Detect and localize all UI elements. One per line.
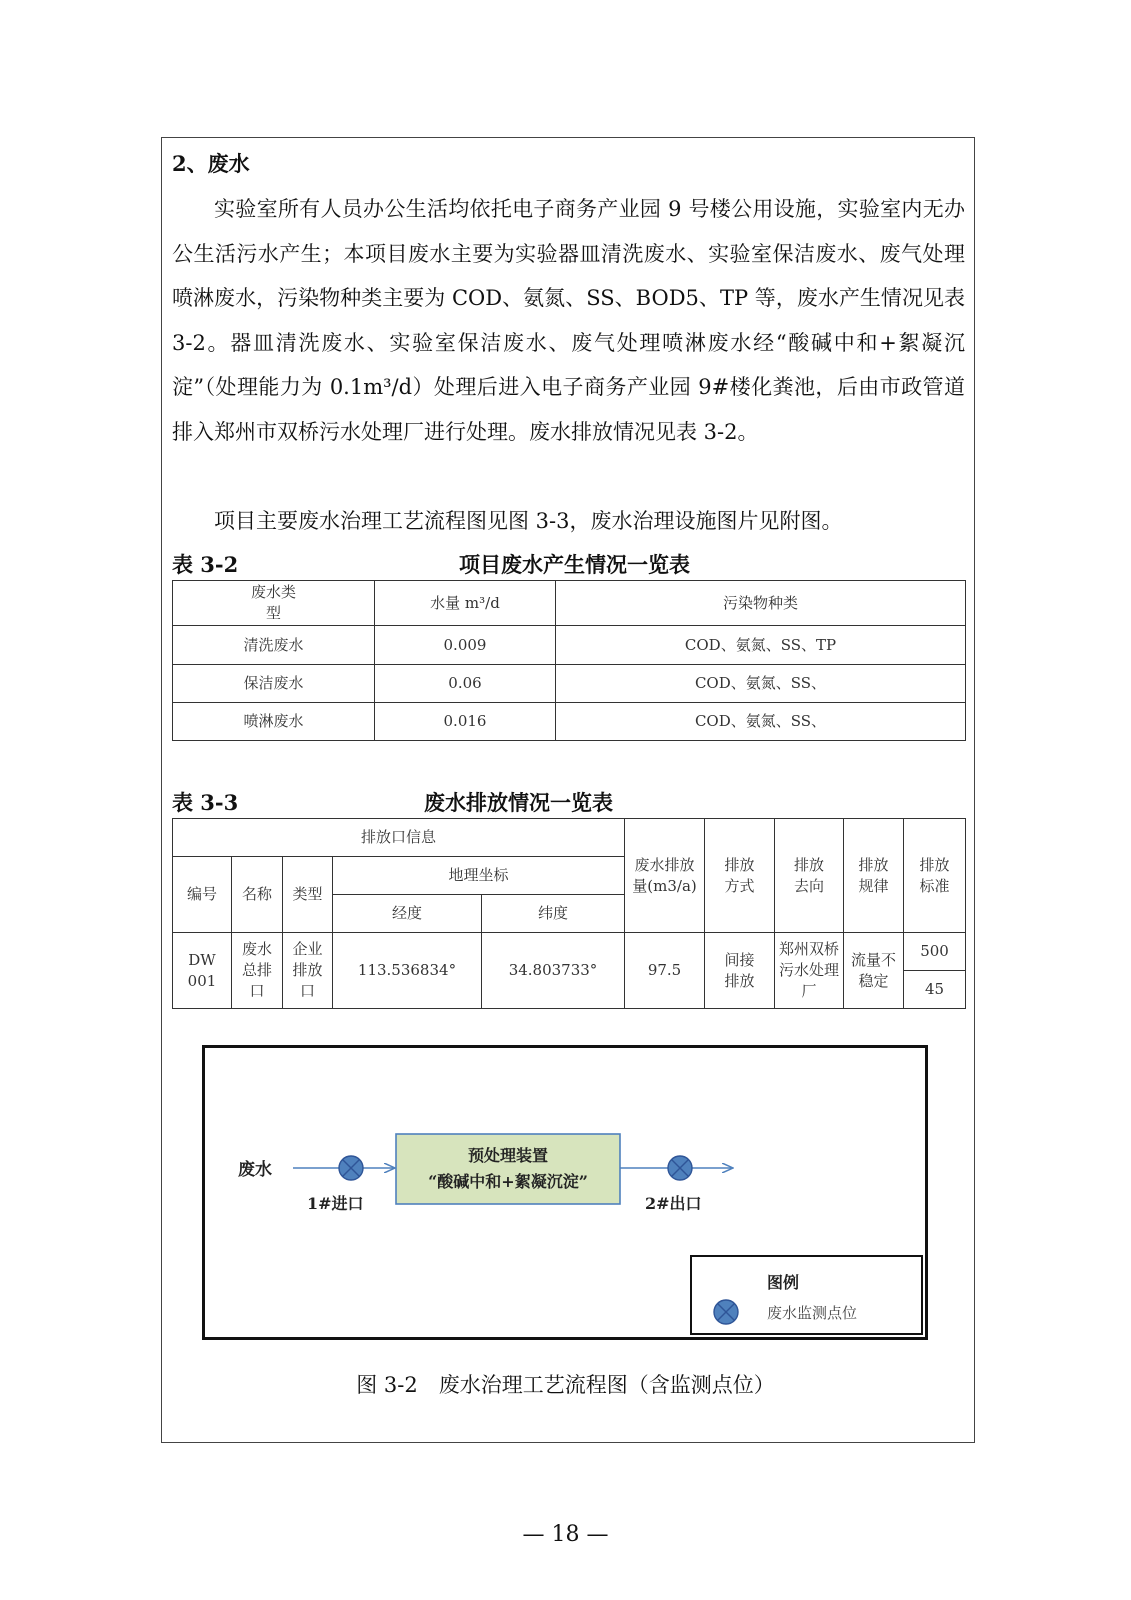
header-cell-destination: 排放去向 xyxy=(775,819,844,933)
table-3-2-caption xyxy=(172,549,965,577)
table-row xyxy=(173,665,966,703)
header-cell-pattern: 排放规律 xyxy=(844,819,904,933)
table-cell: COD、氨氮、SS、 xyxy=(556,703,966,741)
input-label: 废水 xyxy=(238,1160,272,1180)
header-cell: 水量 m³/d xyxy=(375,581,556,626)
table-cell-pattern: 流量不稳定 xyxy=(844,933,904,1009)
table-cell-destination: 郑州双桥污水处理厂 xyxy=(775,933,844,1009)
table-cell: 清洗废水 xyxy=(173,626,375,665)
figure-caption: 图 3-2 废水治理工艺流程图（含监测点位） xyxy=(356,1373,775,1397)
paragraph-process-reference: 项目主要废水治理工艺流程图见图 3-3，废水治理设施图片见附图。 xyxy=(214,509,843,533)
table-row xyxy=(173,933,966,971)
table-3-2 xyxy=(172,580,966,741)
header-cell: 废水类型 xyxy=(173,581,375,626)
table-cell-amount: 97.5 xyxy=(625,933,705,1009)
table-number: 表 3-2 xyxy=(172,552,239,577)
outlet-monitor-icon xyxy=(668,1156,692,1180)
section-heading: 2、废水 xyxy=(172,151,250,176)
table-header-row xyxy=(173,581,966,626)
header-cell-amount: 废水排放量(m3/a) xyxy=(625,819,705,933)
table-cell-standard: 45 xyxy=(904,971,966,1009)
table-cell: 0.016 xyxy=(375,703,556,741)
legend-title: 图例 xyxy=(767,1273,800,1292)
table-cell: 0.06 xyxy=(375,665,556,703)
table-3-3-caption xyxy=(172,787,965,815)
table-number: 表 3-3 xyxy=(172,790,239,815)
table-cell: COD、氨氮、SS、 xyxy=(556,665,966,703)
header-cell: 污染物种类 xyxy=(556,581,966,626)
legend-item-label: 废水监测点位 xyxy=(767,1304,858,1322)
table-cell-standard: 500 xyxy=(904,933,966,971)
table-cell-name: 废水总排口 xyxy=(232,933,283,1009)
treatment-box-line2: “酸碱中和+絮凝沉淀” xyxy=(428,1172,588,1191)
legend-monitor-icon xyxy=(714,1300,738,1324)
table-row xyxy=(173,626,966,665)
header-cell-standard: 排放标准 xyxy=(904,819,966,933)
table-cell: 喷淋废水 xyxy=(173,703,375,741)
header-cell-method: 排放方式 xyxy=(705,819,775,933)
header-cell-lat: 纬度 xyxy=(482,895,625,933)
table-title: 废水排放情况一览表 xyxy=(424,790,613,815)
outlet-label: 2#出口 xyxy=(645,1194,702,1213)
header-cell-type: 类型 xyxy=(283,857,333,933)
table-3-3 xyxy=(172,818,966,1009)
table-cell-type: 企业排放口 xyxy=(283,933,333,1009)
process-flow-diagram xyxy=(202,1045,928,1340)
treatment-box-line1: 预处理装置 xyxy=(467,1146,548,1165)
page-number: — 18 — xyxy=(522,1522,609,1547)
table-cell-method: 间接排放 xyxy=(705,933,775,1009)
table-cell: 保洁废水 xyxy=(173,665,375,703)
table-cell: 0.009 xyxy=(375,626,556,665)
paragraph-wastewater-description: 实验室所有人员办公生活均依托电子商务产业园 9 号楼公用设施，实验室内无办公生活污水产生；本项目废水主要为实验器皿清洗废水、实验室保洁废水、废气处理喷淋废水，污染物种类主要为 COD、氨氮、SS、BOD5、TP 等，废水产生情况见表 3-2。器皿清洗废水、实验室保洁废水、废气处理喷淋废水经“酸碱中和+絮凝沉淀”（处理能力为 0.1m³/d）处理后进入电子商务产业园 9#楼化粪池，后由市政管道排入郑州市双桥污水处理厂进行处理。废水排放情况见表 3-2。 xyxy=(172,197,965,444)
table-cell: COD、氨氮、SS、TP xyxy=(556,626,966,665)
header-cell-name: 名称 xyxy=(232,857,283,933)
header-cell-outlet-info: 排放口信息 xyxy=(173,819,625,857)
header-cell-lon: 经度 xyxy=(333,895,482,933)
table-row xyxy=(173,703,966,741)
table-title: 项目废水产生情况一览表 xyxy=(459,552,690,577)
table-cell-lon: 113.536834° xyxy=(333,933,482,1009)
table-cell-id: DW001 xyxy=(173,933,232,1009)
header-cell-id: 编号 xyxy=(173,857,232,933)
table-header-row xyxy=(173,819,966,857)
table-cell-lat: 34.803733° xyxy=(482,933,625,1009)
inlet-monitor-icon xyxy=(339,1156,363,1180)
header-cell-geo: 地理坐标 xyxy=(333,857,625,895)
inlet-label: 1#进口 xyxy=(307,1194,364,1213)
